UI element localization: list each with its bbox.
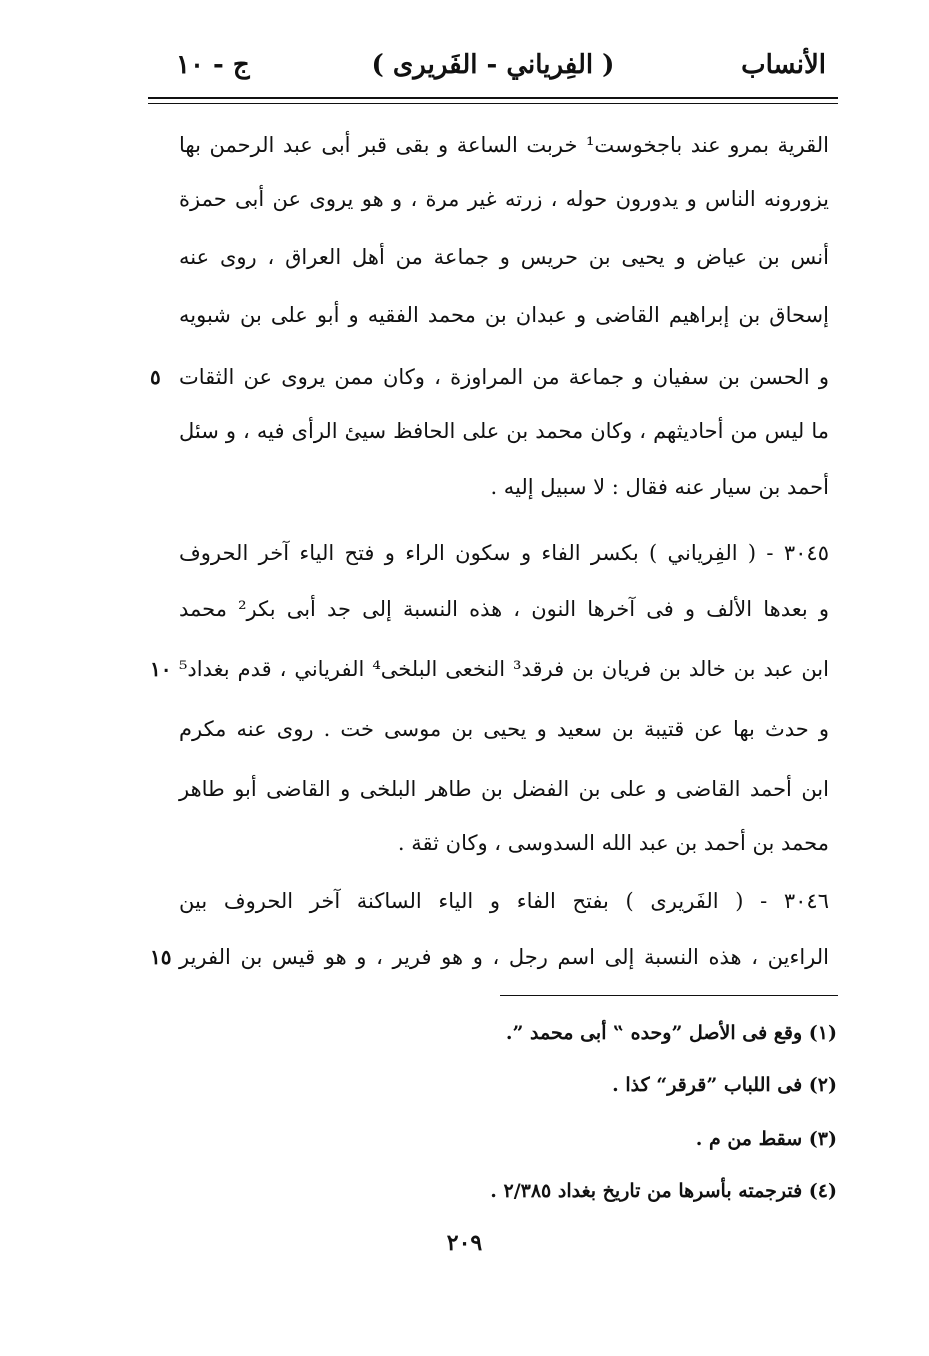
body-line: و بعدها الألف و فى آخرها النون ، هذه النسبة إلى جد أبى بكر² محمد <box>179 597 829 621</box>
margin-line-number: ٥ <box>150 365 161 389</box>
body-line: يزورونه الناس و يدورون حوله ، زرته غير مرة ، و هو يروى عن أبى حمزة <box>179 187 829 211</box>
footnote: (٢) فى اللباب ”قرقر“ كذا . <box>612 1074 837 1096</box>
entry-heading-line: ٣٠٤٦ - ( الفَريرى ) بفتح الفاء و الياء الساكنة آخر الحروف بين <box>179 889 829 913</box>
footnote: (٣) سقط من م . <box>695 1128 837 1150</box>
running-header <box>148 50 838 94</box>
header-volume: ج - ١٠ <box>176 50 250 80</box>
header-section-title: ( الفِرياني - الفَريرى ) <box>371 50 615 80</box>
page-number: ٢٠٩ <box>446 1230 483 1256</box>
body-line: الراءين ، هذه النسبة إلى اسم رجل ، و هو فرير ، و هو قيس بن الفرير <box>179 945 829 969</box>
body-line: أنس بن عياض و يحيى بن حريس و جماعة من أهل العراق ، روى عنه <box>179 245 829 269</box>
footnote-rule <box>500 995 838 996</box>
body-line: أحمد بن سيار عنه فقال : لا سبيل إليه . <box>490 475 829 499</box>
body-line: ما ليس من أحاديثهم ، وكان محمد بن على الحافظ سيئ الرأى فيه ، و سئل <box>179 419 829 443</box>
body-line: إسحاق بن إبراهيم القاضى و عبدان بن محمد الفقيه و أبو على بن شبويه <box>179 303 829 327</box>
header-rule <box>148 97 838 99</box>
body-line: ابن أحمد القاضى و على بن الفضل بن طاهر البلخى و القاضى أبو طاهر <box>179 777 829 801</box>
footnote: (١) وقع فى الأصل ”وحده ‟ أبى محمد ”. <box>505 1022 837 1044</box>
body-line: ابن عبد بن خالد بن فريان بن فرقد³ النخعى البلخى⁴ الفرياني ، قدم بغداد⁵ <box>179 657 829 681</box>
body-line: القرية بمرو عند باجخوست¹ خربت الساعة و بقى قبر أبى عبد الرحمن بها <box>179 133 829 157</box>
footnote: (٤) فترجمته بأسرها من تاريخ بغداد ٢/٣٨٥ . <box>490 1180 837 1202</box>
header-rule-thin <box>148 103 838 104</box>
body-line: محمد بن أحمد بن عبد الله السدوسى ، وكان ثقة . <box>397 831 829 855</box>
body-line: و الحسن بن سفيان و جماعة من المراوزة ، وكان ممن يروى عن الثقات <box>179 365 829 389</box>
header-book-title: الأنساب <box>741 50 826 80</box>
margin-line-number: ١٠ <box>150 657 172 681</box>
body-line: و حدث بها عن قتيبة بن سعيد و يحيى بن موسى خت . روى عنه مكرم <box>179 717 829 741</box>
entry-heading-line: ٣٠٤٥ - ( الفِرياني ) بكسر الفاء و سكون الراء و فتح الياء آخر الحروف <box>179 541 829 565</box>
margin-line-number: ١٥ <box>150 945 172 969</box>
